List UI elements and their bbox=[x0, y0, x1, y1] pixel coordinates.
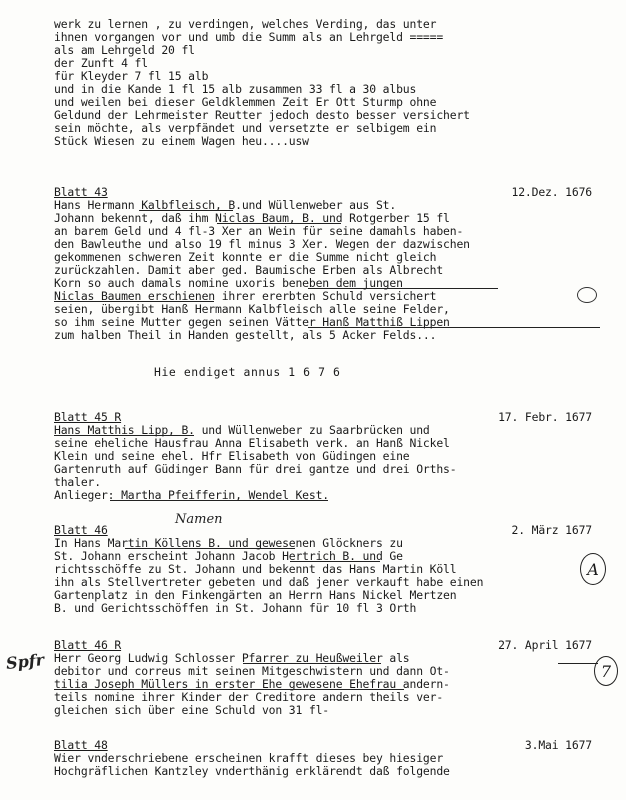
entry-line: B. und Gerichtsschöffen in St. Johann für 10 fl 3 Orth bbox=[54, 602, 417, 615]
text-line: und weilen bei dieser Geldklemmen Zeit Er Ott Sturmp ohne bbox=[54, 96, 437, 109]
entry-line: tilia Joseph Müllers in erster Ehe gewesene Ehefrau andern- bbox=[54, 678, 450, 691]
entry-header bbox=[54, 739, 614, 752]
empty-circle-mark bbox=[577, 287, 597, 303]
entry-line: Wier vnderschriebene erscheinen krafft dieses bey hiesiger bbox=[54, 752, 444, 765]
text-line: ihnen vorgangen vor und umb die Summ als an Lehrgeld ===== bbox=[54, 31, 444, 44]
entry-line: den Bawleuthe und also 19 fl minus 3 Xer. Wegen der dazwischen bbox=[54, 238, 470, 251]
pen-underline bbox=[243, 663, 381, 664]
pen-underline bbox=[139, 210, 233, 211]
circled-mark: A bbox=[580, 553, 606, 585]
text-line: werk zu lernen , zu verdingen, welches Verding, das unter bbox=[54, 18, 437, 31]
entry-date: 17. Febr. 1677 bbox=[498, 411, 592, 424]
entry-line: Niclas Baumen erschienen ihrer ererbten Schuld versichert bbox=[54, 290, 437, 303]
text-line: und in die Kande 1 fl 15 alb zusammen 33 fl a 30 albus bbox=[54, 83, 417, 96]
text-line: der Zunft 4 fl bbox=[54, 57, 148, 70]
entry-line: teils nomine ihrer Kinder der Creditore andern theils ver- bbox=[54, 691, 444, 704]
entry-sheet: Blatt 45 R bbox=[54, 411, 122, 424]
pen-underline bbox=[54, 435, 194, 436]
entry-line: Hans Hermann Kalbfleisch, B.und Wüllenweber aus St. bbox=[54, 199, 397, 212]
entry-line: richtsschöffe zu St. Johann und bekennt das Hans Martin Köll bbox=[54, 563, 457, 576]
entry-header bbox=[54, 639, 614, 652]
entry-date: 2. März 1677 bbox=[511, 524, 592, 537]
entry-header bbox=[54, 411, 614, 424]
text-line: Stück Wiesen zu einem Wagen heu....usw bbox=[54, 135, 309, 148]
entry-line: In Hans Martin Köllens B. und gewesenen Glöckners zu bbox=[54, 537, 403, 550]
pen-underline bbox=[217, 223, 341, 224]
handwritten-note-namen: Namen bbox=[175, 512, 223, 527]
entry-line: zurückzahlen. Damit aber ged. Baumische Erben als Albrecht bbox=[54, 264, 444, 277]
entry-header bbox=[54, 186, 614, 199]
entry-date: 27. April 1677 bbox=[498, 639, 592, 652]
entry-sheet: Blatt 48 bbox=[54, 739, 108, 752]
pen-underline bbox=[558, 663, 598, 664]
entry-line: thaler. bbox=[54, 476, 101, 489]
entry-line: Korn so auch damals nomine uxoris beneben dem jungen bbox=[54, 277, 403, 290]
entry-line: seine eheliche Hausfrau Anna Elisabeth verk. an Hanß Nickel bbox=[54, 437, 450, 450]
entry-sheet: Blatt 46 R bbox=[54, 639, 122, 652]
pen-underline bbox=[290, 561, 380, 562]
entry-sheet: Blatt 43 bbox=[54, 186, 108, 199]
pen-underline bbox=[125, 548, 295, 549]
text-line: als am Lehrgeld 20 fl bbox=[54, 44, 195, 57]
entry-date: 3.Mai 1677 bbox=[524, 739, 592, 752]
pen-underline bbox=[308, 288, 498, 289]
pen-underline bbox=[110, 500, 328, 501]
entry-line: Herr Georg Ludwig Schlosser Pfarrer zu Heußweiler als bbox=[54, 652, 410, 665]
entry-line: an barem Geld und 4 fl-3 Xer an Wein für seine damahls haben- bbox=[54, 225, 464, 238]
entry-line: so ihm seine Mutter gegen seinen Vätter Hanß Matthiß Lippen bbox=[54, 316, 450, 329]
entry-line: Anlieger: Martha Pfeifferin, Wendel Kest. bbox=[54, 489, 330, 502]
entry-line: Klein und seine ehel. Hfr Elisabeth von Güdingen eine bbox=[54, 450, 410, 463]
text-line: Geldund der Lehrmeister Reutter jedoch desto besser versichert bbox=[54, 109, 470, 122]
entry-line: Johann bekennt, daß ihm Niclas Baum, B. und Rotgerber 15 fl bbox=[54, 212, 450, 225]
year-closing-line: Hie endiget annus 1 6 7 6 bbox=[154, 366, 341, 379]
pen-underline bbox=[54, 301, 214, 302]
text-line: für Kleyder 7 fl 15 alb bbox=[54, 70, 209, 83]
pen-underline bbox=[308, 327, 600, 328]
entry-line: St. Johann erscheint Johann Jacob Hertrich B. und Ge bbox=[54, 550, 403, 563]
entry-line: Gartenruth auf Güdinger Bann für drei gantze und drei Orths- bbox=[54, 463, 457, 476]
pen-underline bbox=[54, 689, 404, 690]
entry-line: Hans Matthis Lipp, B. und Wüllenweber zu Saarbrücken und bbox=[54, 424, 430, 437]
text-line: sein möchte, als verpfändet und versetzte er selbigem ein bbox=[54, 122, 437, 135]
margin-note: Spfr bbox=[5, 650, 45, 673]
entry-header bbox=[54, 524, 614, 537]
entry-line: seien, übergibt Hanß Hermann Kalbfleisch alle seine Felder, bbox=[54, 303, 450, 316]
entry-line: Hochgräflichen Kantzley vnderthänig erklärendt daß folgende bbox=[54, 765, 450, 778]
entry-date: 12.Dez. 1676 bbox=[511, 186, 592, 199]
entry-line: Gartenplatz in den Finkengärten an Herrn Hans Nickel Mertzen bbox=[54, 589, 457, 602]
entry-sheet: Blatt 46 bbox=[54, 524, 108, 537]
entry-line: gekommenen schweren Zeit konnte er die Summe nicht gleich bbox=[54, 251, 437, 264]
entry-line: gleichen sich über eine Schuld von 31 fl- bbox=[54, 704, 330, 717]
entry-line: ihn als Stellvertreter gebeten und daß jener verkauft habe einen bbox=[54, 576, 484, 589]
entry-line: debitor und correus mit seinen Mitgeschwistern und dann Ot- bbox=[54, 665, 450, 678]
entry-line: zum halben Theil in Handen gestellt, als 5 Acker Felds... bbox=[54, 329, 437, 342]
circled-mark: 7 bbox=[594, 656, 618, 686]
